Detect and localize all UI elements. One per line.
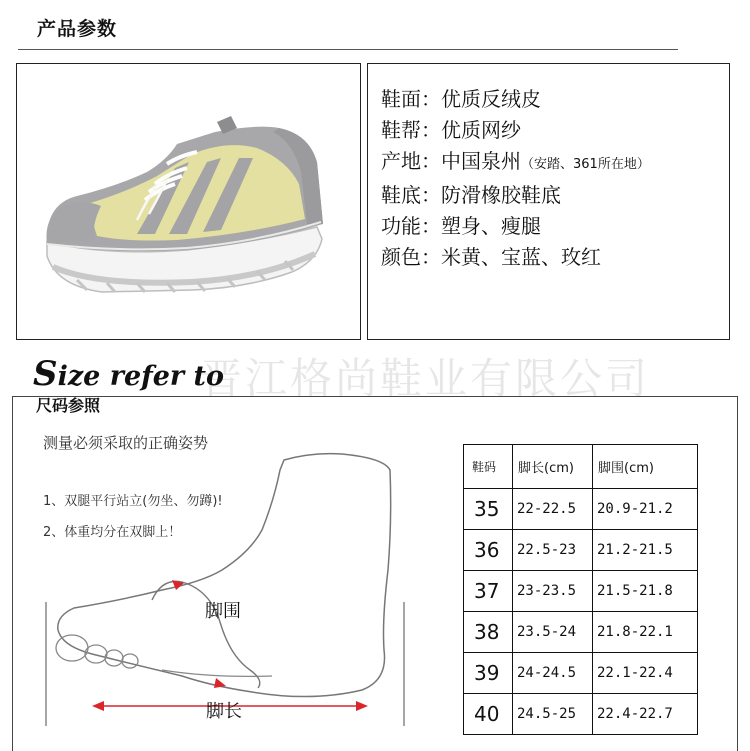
spec-item-lining: 鞋帮：优质网纱: [381, 117, 521, 142]
cell-length: 22.5-23: [513, 530, 593, 571]
cell-length: 24-24.5: [513, 653, 593, 694]
cell-girth: 21.8-22.1: [593, 612, 698, 653]
table-row: [464, 571, 698, 612]
spec-item-colors: 颜色：米黄、宝蓝、玫红: [381, 244, 601, 269]
header-girth: 脚围(cm): [593, 445, 698, 489]
cell-length: 23.5-24: [513, 612, 593, 653]
spec-item-upper: 鞋面：优质反绒皮: [381, 87, 541, 111]
cell-girth: 21.2-21.5: [593, 530, 698, 571]
header-size: 鞋码: [464, 445, 513, 489]
cell-length: 24.5-25: [513, 694, 593, 735]
size-heading: Size refer to: [33, 354, 225, 394]
cell-girth: 20.9-21.2: [593, 489, 698, 530]
table-row: [464, 694, 698, 735]
spec-item-origin: 产地：中国泉州（安踏、361所在地）: [381, 148, 650, 173]
spec-origin-note: （安踏、361所在地）: [521, 156, 650, 172]
cell-size: 38: [464, 612, 513, 653]
cell-size: 40: [464, 694, 513, 735]
cell-length: 23-23.5: [513, 571, 593, 612]
title-divider: [18, 49, 678, 50]
spec-item-function: 功能：塑身、瘦腿: [381, 214, 541, 239]
instruction-step-1: 1、双腿平行站立(勿坐、勿蹲)!: [43, 494, 223, 509]
cell-size: 36: [464, 530, 513, 571]
length-label: 脚长: [206, 701, 242, 722]
header-length: 脚长(cm): [513, 445, 593, 489]
table-row: [464, 653, 698, 694]
product-photo-frame: [16, 63, 361, 340]
cell-size: 35: [464, 489, 513, 530]
company-watermark: 晋江格尚鞋业有限公司: [200, 354, 651, 403]
spec-list: [381, 84, 650, 273]
table-row: [464, 530, 698, 571]
size-table: [463, 444, 698, 735]
instructions-title: 测量必须采取的正确姿势: [43, 434, 209, 452]
size-subheading: 尺码参照: [36, 396, 101, 415]
table-row: [464, 489, 698, 530]
cell-size: 39: [464, 653, 513, 694]
table-row: [464, 612, 698, 653]
cell-girth: 22.4-22.7: [593, 694, 698, 735]
girth-label: 脚围: [205, 601, 241, 622]
sneaker-image: [17, 64, 360, 339]
cell-size: 37: [464, 571, 513, 612]
spec-item-sole: 鞋底：防滑橡胶鞋底: [381, 183, 561, 208]
cell-length: 22-22.5: [513, 489, 593, 530]
cell-girth: 21.5-21.8: [593, 571, 698, 612]
instruction-step-2: 2、体重均分在双脚上！: [43, 525, 182, 540]
cell-girth: 22.1-22.4: [593, 653, 698, 694]
size-table-header: [464, 445, 698, 489]
section-title: 产品参数: [37, 18, 118, 40]
